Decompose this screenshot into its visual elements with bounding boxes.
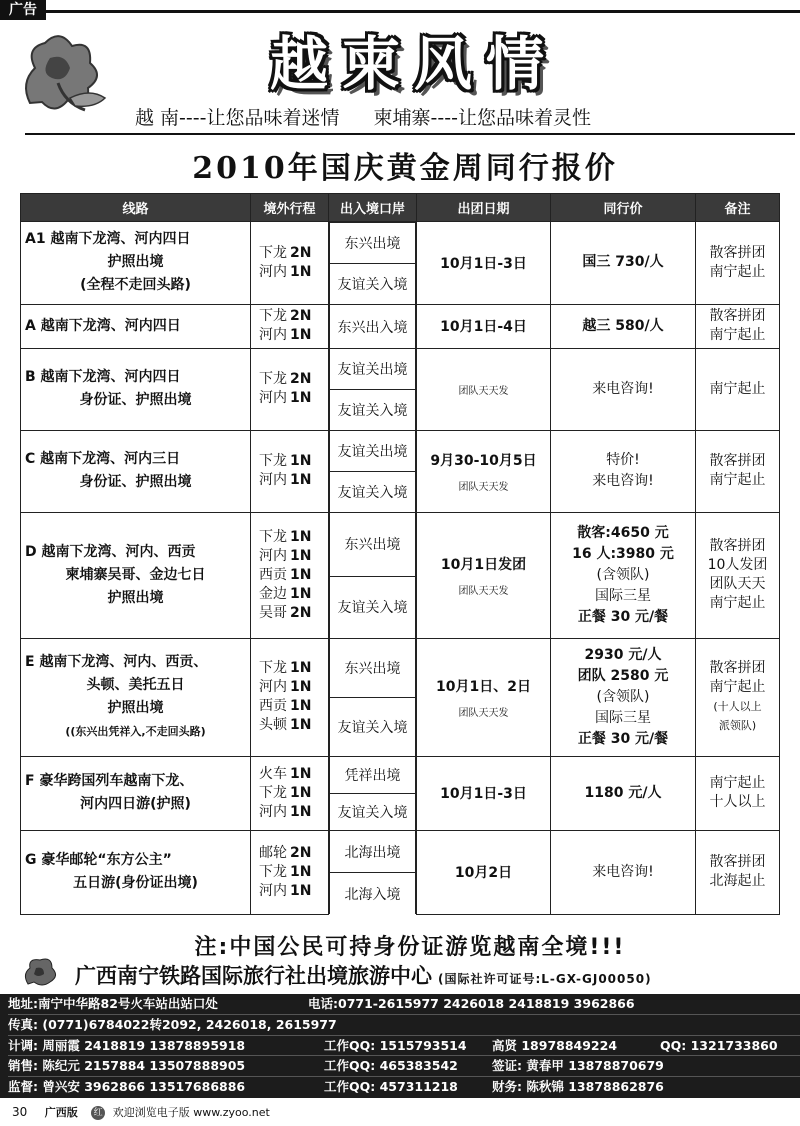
contact-sales: 销售: 陈纪元 2157884 13507888905 <box>8 1058 246 1074</box>
itinerary-line <box>259 471 328 490</box>
route-line: G 豪华邮轮“东方公主” <box>25 852 172 868</box>
price-line: 国际三星 <box>595 587 651 604</box>
contact-row-fax <box>8 1015 800 1036</box>
price-line: 16 人:3980 元 <box>572 545 674 562</box>
port-item: 友谊关出境 <box>330 431 416 472</box>
itinerary-place: 河内 <box>259 547 287 564</box>
date-frequency: 团队天天发 <box>458 385 509 397</box>
itinerary-line <box>259 863 328 882</box>
itinerary-cell <box>251 830 329 914</box>
table-row <box>21 830 780 914</box>
contact-row-planner <box>8 1036 800 1057</box>
price-line: 团队 2580 元 <box>577 667 669 684</box>
price-line: (含领队) <box>596 688 650 705</box>
itinerary-line <box>259 566 328 585</box>
ports-cell <box>329 430 417 512</box>
date-cell <box>417 830 551 914</box>
edition-label: 广西版 <box>44 1106 78 1119</box>
table-row <box>21 512 780 638</box>
table-row <box>21 222 780 305</box>
table-header-row <box>21 194 780 222</box>
contact-planner2-qq: QQ: 1321733860 <box>660 1037 778 1053</box>
itinerary-place: 河内 <box>259 327 287 343</box>
table-row <box>21 756 780 830</box>
agency-license: (国际社许可证号:L-GX-GJ00050) <box>438 972 652 986</box>
price-cell <box>551 638 696 756</box>
itinerary-cell <box>251 638 329 756</box>
ports-cell <box>329 512 417 638</box>
itinerary-place: 吴哥 <box>259 604 287 621</box>
date-cell <box>417 756 551 830</box>
itinerary-nights: 1N <box>290 327 312 343</box>
note-line: 散客拼团 <box>709 538 766 554</box>
itinerary-line <box>259 528 328 547</box>
note-cell <box>696 348 780 430</box>
itinerary-place: 河内 <box>259 803 287 820</box>
itinerary-nights: 1N <box>290 803 312 820</box>
itinerary-nights: 1N <box>290 784 312 801</box>
route-line: 护照出境 <box>107 254 164 271</box>
route-line: F 豪华跨国列车越南下龙、 <box>25 773 194 789</box>
itinerary-nights: 1N <box>290 679 312 695</box>
itinerary-line <box>259 326 328 345</box>
itinerary-line <box>259 585 328 604</box>
price-cell <box>551 512 696 638</box>
itinerary-line <box>259 844 328 863</box>
route-line: 五日游(身份证出境) <box>73 875 198 891</box>
contact-phone: 电话:0771-2615977 2426018 2418819 3962866 <box>308 996 635 1011</box>
price-cell <box>551 222 696 305</box>
page-number: 30 <box>12 1105 28 1119</box>
notice: 注:中国公民可持身份证游览越南全境!!! <box>194 935 626 960</box>
slogan-cambodia: 柬埔寨----让您品味着灵性 <box>373 107 591 129</box>
ports-cell <box>329 830 417 914</box>
itinerary-line <box>259 697 328 716</box>
note-line: 南宁起止 <box>709 380 766 397</box>
ports-cell <box>329 638 417 756</box>
itinerary-nights: 1N <box>290 698 312 714</box>
route-cell <box>21 348 251 430</box>
itinerary-line <box>259 765 328 784</box>
route-line: 河内四日游(护照) <box>80 796 191 812</box>
contact-row-supervisor <box>8 1077 800 1098</box>
itinerary-nights: 2N <box>290 604 312 621</box>
ad-tag: 广告 <box>0 0 46 20</box>
itinerary-nights: 1N <box>290 566 312 583</box>
route-cell <box>21 304 251 348</box>
ports-cell <box>329 222 417 305</box>
website-link[interactable]: 欢迎浏览电子版 www.zyoo.net <box>112 1106 270 1119</box>
note-line: 10人发团 <box>707 557 768 573</box>
route-line: 身份证、护照出境 <box>79 474 192 490</box>
itinerary-cell <box>251 430 329 512</box>
table-row <box>21 430 780 512</box>
date-value: 9月30-10月5日 <box>430 452 537 469</box>
itinerary-line <box>259 244 328 263</box>
brand-title: 越柬风情 <box>270 30 559 98</box>
itinerary-nights: 1N <box>290 528 312 545</box>
itinerary-line <box>259 263 328 282</box>
note-line: (十人以上 <box>713 700 762 713</box>
itinerary-nights: 1N <box>290 453 312 469</box>
header-note: 备注 <box>696 194 780 222</box>
itinerary-nights: 1N <box>290 263 312 280</box>
itinerary-nights: 1N <box>290 765 312 782</box>
date-value: 10月1日发团 <box>440 556 527 573</box>
port-item: 友谊关入境 <box>330 794 416 830</box>
note-line: 南宁起止 <box>709 679 766 695</box>
itinerary-line <box>259 389 328 408</box>
itinerary-place: 河内 <box>259 472 287 488</box>
price-line: 越三 580/人 <box>582 317 664 334</box>
itinerary-nights: 1N <box>290 717 312 733</box>
note-line: 散客拼团 <box>709 244 766 261</box>
date-cell <box>417 348 551 430</box>
port-item: 北海入境 <box>330 873 416 914</box>
itinerary-place: 西贡 <box>259 698 287 714</box>
header-route: 线路 <box>21 194 251 222</box>
footer <box>0 1098 800 1126</box>
price-cell <box>551 756 696 830</box>
port-item: 东兴出境 <box>330 639 416 698</box>
note-line: 散客拼团 <box>709 453 766 469</box>
route-line: 护照出境 <box>107 700 164 716</box>
port-item: 友谊关入境 <box>330 576 416 638</box>
price-table <box>20 193 780 915</box>
itinerary-cell <box>251 756 329 830</box>
route-cell <box>21 638 251 756</box>
ports-cell <box>329 304 417 348</box>
itinerary-line <box>259 882 328 901</box>
note-cell <box>696 512 780 638</box>
note-cell <box>696 830 780 914</box>
route-cell <box>21 430 251 512</box>
price-cell <box>551 430 696 512</box>
price-cell <box>551 830 696 914</box>
agency-line <box>75 960 652 990</box>
route-line: B 越南下龙湾、河内四日 <box>25 369 181 385</box>
note-line: 南宁起止 <box>709 775 766 791</box>
contact-supervisor-qq: 工作QQ: 457311218 <box>324 1079 458 1095</box>
itinerary-cell <box>251 348 329 430</box>
date-cell <box>417 304 551 348</box>
price-line: 国际三星 <box>595 709 651 726</box>
date-cell <box>417 638 551 756</box>
port-item: 友谊关入境 <box>330 264 416 304</box>
itinerary-place: 下龙 <box>259 453 287 469</box>
itinerary-line <box>259 307 328 326</box>
header-rule <box>25 133 795 135</box>
route-line: C 越南下龙湾、河内三日 <box>25 451 181 467</box>
headline: 2010年国庆黄金周同行报价 <box>192 151 618 186</box>
contact-panel <box>0 994 800 1098</box>
price-cell <box>551 348 696 430</box>
edition-circle-icon: 红 <box>91 1106 105 1120</box>
route-line: E 越南下龙湾、河内、西贡、 <box>25 654 208 670</box>
price-line: 特价! <box>606 452 640 468</box>
price-line: 国三 730/人 <box>582 254 664 271</box>
price-line: 散客:4650 元 <box>577 524 669 541</box>
date-frequency: 团队天天发 <box>458 585 509 597</box>
header-ports: 出入境口岸 <box>329 194 417 222</box>
note-cell <box>696 304 780 348</box>
slogan-vietnam: 越 南----让您品味着迷情 <box>135 107 340 129</box>
contact-supervisor: 监督: 曾兴安 3962866 13517686886 <box>8 1079 246 1095</box>
table-row <box>21 304 780 348</box>
top-rule <box>46 10 800 13</box>
date-value: 10月1日-3日 <box>440 255 527 272</box>
table-row <box>21 348 780 430</box>
slogans <box>135 103 795 130</box>
port-item: 东兴出境 <box>330 513 416 577</box>
date-cell <box>417 430 551 512</box>
contact-visa: 签证: 黄春甲 13878870679 <box>492 1058 664 1074</box>
note-line: 十人以上 <box>709 794 766 810</box>
date-cell <box>417 512 551 638</box>
date-frequency: 团队天天发 <box>458 481 509 493</box>
port-item: 东兴出境 <box>330 223 416 264</box>
itinerary-nights: 2N <box>290 371 312 387</box>
itinerary-place: 下龙 <box>259 863 287 880</box>
price-line: 1180 元/人 <box>584 784 662 801</box>
contact-planner-qq: 工作QQ: 1515793514 <box>324 1037 467 1053</box>
port-item: 北海出境 <box>330 831 416 873</box>
contact-address: 地址:南宁中华路82号火车站出站口处 <box>8 996 218 1011</box>
price-line: (含领队) <box>596 566 650 583</box>
itinerary-nights: 1N <box>290 585 312 602</box>
itinerary-nights: 2N <box>290 244 312 261</box>
itinerary-place: 下龙 <box>259 371 287 387</box>
note-cell <box>696 638 780 756</box>
itinerary-line <box>259 784 328 803</box>
itinerary-line <box>259 452 328 471</box>
header-price: 同行价 <box>551 194 696 222</box>
route-line: ((东兴出凭祥入,不走回头路) <box>65 725 206 738</box>
contact-planner2: 高贤 18978849224 <box>492 1037 618 1053</box>
note-cell <box>696 430 780 512</box>
itinerary-place: 下龙 <box>259 308 287 324</box>
note-line: 南宁起止 <box>709 472 766 488</box>
itinerary-cell <box>251 222 329 305</box>
itinerary-line <box>259 370 328 389</box>
itinerary-place: 头顿 <box>259 717 287 733</box>
route-cell <box>21 756 251 830</box>
itinerary-line <box>259 678 328 697</box>
contact-finance: 财务: 陈秋锦 13878862876 <box>492 1079 664 1095</box>
price-line: 来电咨询! <box>592 380 654 397</box>
note-line: 派领队) <box>718 719 757 732</box>
port-item: 东兴出入境 <box>330 305 416 349</box>
note-line: 散客拼团 <box>709 308 766 324</box>
date-value: 10月1日-3日 <box>440 786 527 802</box>
itinerary-place: 下龙 <box>259 660 287 676</box>
itinerary-nights: 1N <box>290 863 312 880</box>
port-item: 友谊关入境 <box>330 698 416 756</box>
date-value: 10月2日 <box>454 865 513 881</box>
itinerary-place: 河内 <box>259 882 287 899</box>
itinerary-nights: 2N <box>290 844 312 861</box>
port-item: 友谊关入境 <box>330 390 416 430</box>
itinerary-line <box>259 659 328 678</box>
ports-cell <box>329 756 417 830</box>
itinerary-place: 金边 <box>259 585 287 602</box>
note-cell <box>696 222 780 305</box>
itinerary-place: 河内 <box>259 679 287 695</box>
note-line: 南宁起止 <box>709 327 766 343</box>
route-cell <box>21 222 251 305</box>
port-item: 凭祥出境 <box>330 757 416 794</box>
route-line: (全程不走回头路) <box>80 277 191 294</box>
note-line: 南宁起止 <box>709 263 766 280</box>
note-line: 散客拼团 <box>709 660 766 676</box>
agency-name: 广西南宁铁路国际旅行社出境旅游中心 <box>75 964 432 988</box>
price-cell <box>551 304 696 348</box>
date-cell <box>417 222 551 305</box>
route-cell <box>21 830 251 914</box>
table-row <box>21 638 780 756</box>
note-cell <box>696 756 780 830</box>
itinerary-line <box>259 803 328 822</box>
itinerary-line <box>259 716 328 735</box>
price-line: 正餐 30 元/餐 <box>577 730 669 747</box>
itinerary-nights: 1N <box>290 390 312 406</box>
price-line: 来电咨询! <box>592 863 654 880</box>
ports-cell <box>329 348 417 430</box>
price-line: 来电咨询! <box>592 473 654 489</box>
route-line: A1 越南下龙湾、河内四日 <box>25 231 191 248</box>
itinerary-nights: 2N <box>290 308 312 324</box>
agency-flower-icon <box>20 956 60 988</box>
price-line: 2930 元/人 <box>584 646 662 663</box>
route-line: A 越南下龙湾、河内四日 <box>25 317 181 334</box>
route-line: D 越南下龙湾、河内、西贡 <box>25 543 196 560</box>
itinerary-place: 火车 <box>259 765 287 782</box>
contact-fax: 传真: (0771)6784022转2092, 2426018, 2615977 <box>8 1016 337 1032</box>
itinerary-place: 西贡 <box>259 566 287 583</box>
itinerary-place: 邮轮 <box>259 844 287 861</box>
contact-row-sales <box>8 1056 800 1077</box>
itinerary-nights: 1N <box>290 547 312 564</box>
date-value: 10月1日、2日 <box>436 678 531 695</box>
route-line: 护照出境 <box>107 589 164 606</box>
port-item: 友谊关出境 <box>330 349 416 390</box>
note-line: 团队天天 <box>709 576 766 592</box>
route-cell <box>21 512 251 638</box>
date-value: 10月1日-4日 <box>440 319 527 335</box>
flower-logo-icon <box>10 28 110 113</box>
route-line: 柬埔寨吴哥、金边七日 <box>65 566 206 583</box>
port-item: 友谊关入境 <box>330 472 416 512</box>
header-date: 出团日期 <box>417 194 551 222</box>
itinerary-nights: 1N <box>290 660 312 676</box>
itinerary-place: 下龙 <box>259 244 287 261</box>
note-line: 南宁起止 <box>709 595 766 611</box>
itinerary-nights: 1N <box>290 882 312 899</box>
itinerary-place: 下龙 <box>259 528 287 545</box>
date-frequency: 团队天天发 <box>458 707 509 719</box>
route-line: 身份证、护照出境 <box>79 392 192 408</box>
contact-planner: 计调: 周丽霞 2418819 13878895918 <box>8 1037 246 1053</box>
itinerary-line <box>259 547 328 566</box>
itinerary-place: 河内 <box>259 390 287 406</box>
note-line: 北海起止 <box>709 873 766 889</box>
itinerary-cell <box>251 512 329 638</box>
route-line: 头顿、美托五日 <box>86 677 185 693</box>
itinerary-place: 河内 <box>259 263 287 280</box>
itinerary-place: 下龙 <box>259 784 287 801</box>
itinerary-nights: 1N <box>290 472 312 488</box>
note-line: 散客拼团 <box>709 854 766 870</box>
contact-sales-qq: 工作QQ: 465383542 <box>324 1058 458 1074</box>
itinerary-cell <box>251 304 329 348</box>
contact-row-address <box>8 994 800 1015</box>
header-itinerary: 境外行程 <box>251 194 329 222</box>
price-line: 正餐 30 元/餐 <box>577 608 669 625</box>
itinerary-line <box>259 604 328 623</box>
